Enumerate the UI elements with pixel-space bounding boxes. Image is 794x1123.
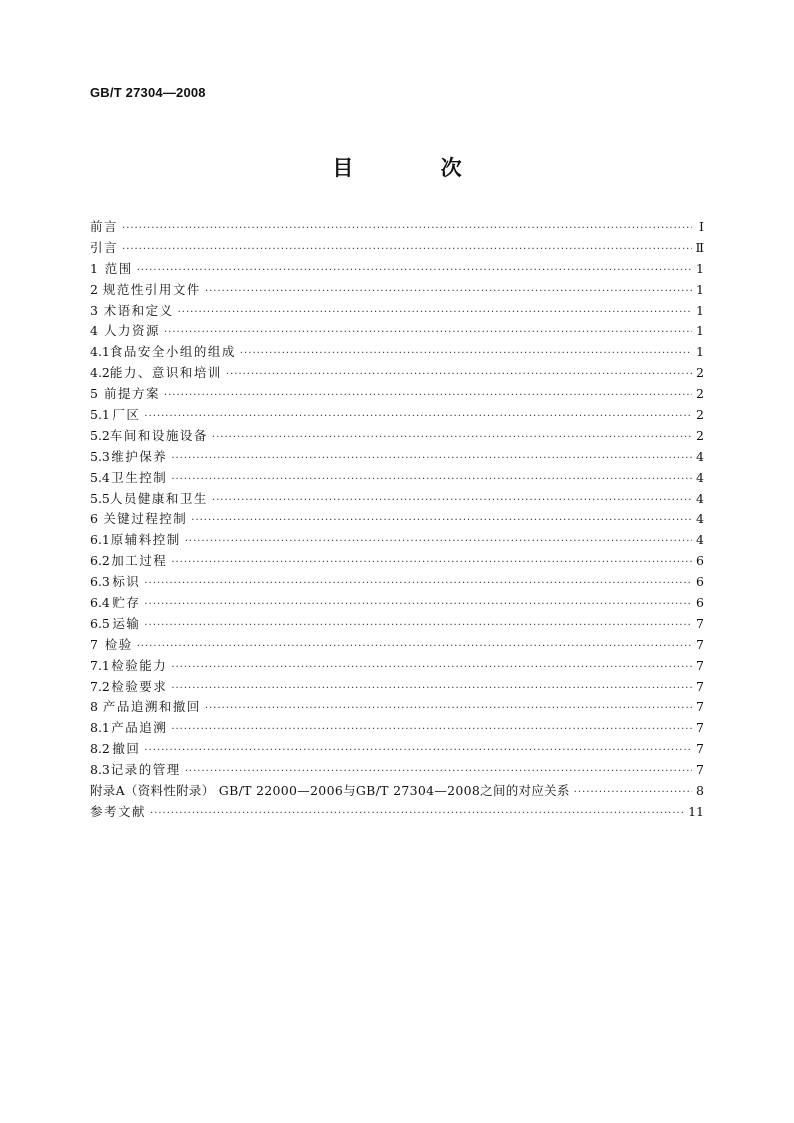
toc-dot-leader (205, 282, 692, 301)
toc-entry[interactable] (90, 781, 704, 802)
toc-entry-label: 前言 (90, 219, 119, 234)
toc-entry-page: 11 (688, 803, 704, 819)
toc-dot-leader (144, 616, 692, 635)
toc-dot-leader (164, 386, 692, 405)
toc-entry[interactable] (90, 405, 704, 426)
toc-entry-page: 2 (696, 365, 704, 381)
toc-entry-page: 4 (696, 490, 704, 506)
toc-entry[interactable] (90, 530, 704, 551)
toc-dot-leader (178, 303, 692, 322)
toc-dot-leader (185, 532, 692, 551)
toc-dot-leader (212, 428, 692, 447)
standard-code: GB/T 27304—2008 (90, 85, 206, 100)
toc-entry[interactable] (90, 551, 704, 572)
toc-entry[interactable] (90, 280, 704, 301)
toc-entry-number: 7 (90, 636, 98, 652)
toc-entry-page: 7 (696, 636, 704, 652)
toc-entry-number: 6.5 (90, 615, 110, 631)
toc-entry[interactable] (90, 489, 704, 510)
toc-entry-number: 1 (90, 260, 98, 276)
toc-dot-leader (122, 219, 692, 238)
toc-entry-page: 1 (696, 302, 704, 318)
toc-entry[interactable] (90, 802, 704, 823)
toc-entry-page: 1 (696, 323, 704, 339)
toc-entry-number: 8.1 (90, 720, 110, 736)
toc-entry-number: 5.4 (90, 469, 110, 485)
toc-entry-page: Ⅰ (699, 219, 704, 234)
toc-entry-number: 8.2 (90, 741, 110, 757)
toc-entry-label: 车间和设施设备 (109, 427, 208, 443)
toc-dot-leader (150, 804, 684, 823)
toc-dot-leader (144, 574, 692, 593)
toc-dot-leader (574, 783, 692, 802)
toc-entry-page: 6 (696, 595, 704, 611)
toc-entry[interactable] (90, 259, 704, 280)
toc-entry-label: 标识 (112, 574, 141, 590)
toc-entry-label: 贮存 (112, 595, 141, 611)
toc-entry-number: 5.5 (90, 490, 110, 506)
toc-entry-page: 2 (696, 386, 704, 402)
toc-entry-page: 4 (696, 469, 704, 485)
toc-entry[interactable] (90, 572, 704, 593)
toc-dot-leader (205, 699, 692, 718)
toc-entry-label: 产品追溯和撤回 (102, 699, 201, 715)
toc-entry[interactable] (90, 342, 704, 363)
toc-entry-page: 1 (696, 344, 704, 360)
toc-dot-leader (164, 323, 692, 342)
toc-entry-number: 8.3 (90, 762, 110, 778)
toc-entry-label: 维护保养 (111, 448, 168, 464)
toc-dot-leader (171, 720, 692, 739)
toc-entry-page: 4 (696, 448, 704, 464)
toc-entry-page: 7 (696, 678, 704, 694)
toc-entry[interactable] (90, 447, 704, 468)
toc-entry[interactable] (90, 697, 704, 718)
toc-entry[interactable] (90, 718, 704, 739)
toc-entry-number: 5 (90, 386, 98, 402)
toc-entry-label: 人员健康和卫生 (109, 490, 208, 506)
toc-entry[interactable] (90, 656, 704, 677)
toc-entry-number: 6.4 (90, 595, 110, 611)
toc-entry-page: 2 (696, 427, 704, 443)
toc-entry-label: 产品追溯 (111, 720, 168, 736)
toc-entry-number: 5.2 (90, 427, 110, 443)
toc-entry-label: 加工过程 (111, 553, 168, 569)
toc-entry[interactable] (90, 321, 704, 342)
toc-entry-label: 原辅料控制 (110, 532, 181, 548)
toc-entry-label: 规范性引用文件 (102, 281, 201, 297)
toc-entry[interactable] (90, 363, 704, 384)
table-of-contents (90, 217, 704, 823)
toc-entry-label: 范围 (104, 260, 133, 276)
toc-entry[interactable] (90, 760, 704, 781)
toc-entry-page: 4 (696, 511, 704, 527)
toc-entry[interactable] (90, 593, 704, 614)
toc-entry-page: 1 (696, 281, 704, 297)
toc-entry-label: 检验要求 (111, 678, 168, 694)
toc-entry-page: 7 (696, 720, 704, 736)
toc-dot-leader (137, 261, 692, 280)
toc-entry-page: 6 (696, 574, 704, 590)
toc-dot-leader (171, 679, 692, 698)
toc-entry-number: 8 (90, 699, 98, 715)
toc-entry-number: 7.1 (90, 657, 110, 673)
toc-entry[interactable] (90, 217, 704, 238)
toc-entry-page: 4 (696, 532, 704, 548)
toc-entry-page: 6 (696, 553, 704, 569)
toc-entry-page: 7 (696, 762, 704, 778)
toc-entry-label: 运输 (112, 615, 141, 631)
toc-entry-page: Ⅱ (695, 239, 704, 255)
toc-entry-page: 7 (696, 741, 704, 757)
toc-entry-number: 2 (90, 281, 98, 297)
toc-entry-label: 厂区 (112, 407, 141, 423)
toc-dot-leader (171, 658, 692, 677)
toc-entry-page: 7 (696, 615, 704, 631)
toc-entry-number: 4.2 (90, 365, 110, 381)
toc-dot-leader (171, 470, 692, 489)
toc-entry[interactable] (90, 677, 704, 698)
toc-entry-label: 记录的管理 (110, 762, 181, 778)
page-title: 目 次 (332, 155, 502, 180)
toc-entry-page: 1 (696, 260, 704, 276)
toc-entry-page: 8 (696, 783, 704, 799)
toc-dot-leader (185, 762, 692, 781)
toc-entry-label: 检验能力 (111, 657, 168, 673)
toc-entry[interactable] (90, 509, 704, 530)
toc-entry[interactable] (90, 301, 704, 322)
toc-entry-number: 5.1 (90, 407, 110, 423)
toc-entry-number: 4 (90, 323, 98, 339)
toc-dot-leader (191, 511, 692, 530)
toc-dot-leader (144, 595, 692, 614)
toc-entry[interactable] (90, 426, 704, 447)
toc-entry-number: 4.1 (90, 344, 110, 360)
toc-entry[interactable] (90, 468, 704, 489)
toc-dot-leader (171, 553, 692, 572)
toc-entry-label: 附录A（资料性附录） GB/T 22000—2006与GB/T 27304—2008之间的对应关系 (90, 783, 570, 799)
toc-entry-page: 2 (696, 407, 704, 423)
toc-entry-number: 7.2 (90, 678, 110, 694)
toc-dot-leader (240, 344, 692, 363)
toc-dot-leader (212, 491, 692, 510)
toc-entry-label: 能力、意识和培训 (109, 365, 222, 381)
toc-entry[interactable] (90, 384, 704, 405)
toc-entry-number: 6.3 (90, 574, 110, 590)
toc-entry-page: 7 (696, 657, 704, 673)
toc-entry[interactable] (90, 739, 704, 760)
toc-entry-page: 7 (696, 699, 704, 715)
toc-dot-leader (144, 407, 692, 426)
toc-entry-number: 6 (90, 511, 98, 527)
toc-entry-number: 6.1 (90, 532, 110, 548)
toc-entry-label: 卫生控制 (111, 469, 168, 485)
toc-entry-label: 人力资源 (103, 323, 160, 339)
toc-entry-label: 术语和定义 (103, 302, 174, 318)
toc-entry-label: 检验 (104, 636, 133, 652)
toc-dot-leader (171, 449, 692, 468)
toc-dot-leader (137, 637, 692, 656)
toc-entry-number: 3 (90, 302, 98, 318)
toc-dot-leader (226, 365, 692, 384)
toc-entry-label: 参考文献 (90, 803, 147, 819)
toc-entry[interactable] (90, 635, 704, 656)
toc-entry-label: 引言 (90, 239, 119, 255)
toc-dot-leader (144, 741, 692, 760)
toc-dot-leader (122, 240, 691, 259)
toc-entry-label: 食品安全小组的组成 (109, 344, 236, 360)
toc-entry-label: 前提方案 (103, 386, 160, 402)
toc-entry-number: 5.3 (90, 448, 110, 464)
toc-entry-label: 关键过程控制 (103, 511, 188, 527)
toc-entry[interactable] (90, 238, 704, 259)
toc-entry-label: 撤回 (112, 741, 141, 757)
toc-entry[interactable] (90, 614, 704, 635)
toc-entry-number: 6.2 (90, 553, 110, 569)
